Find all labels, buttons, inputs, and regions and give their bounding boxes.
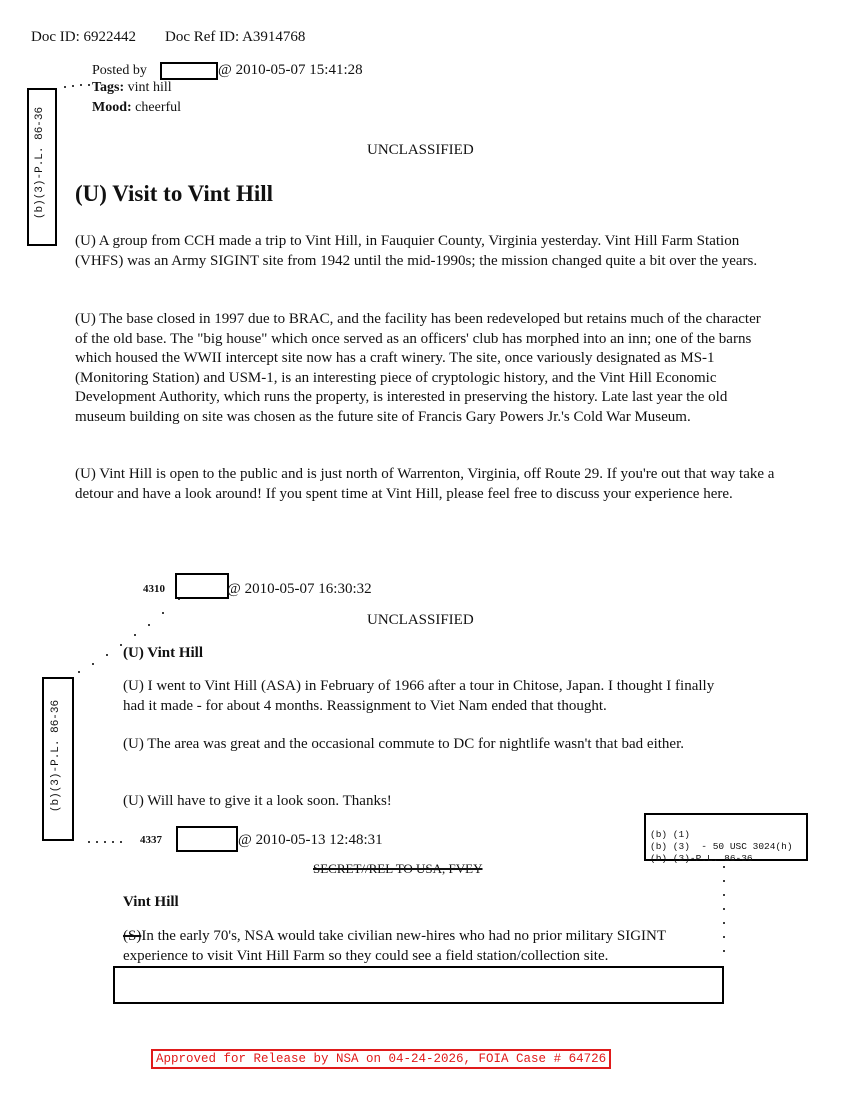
redaction-box-author xyxy=(160,62,218,80)
exemption-line-3: (b) (3)-P.L. 86-36 xyxy=(650,853,753,864)
redaction-box-commenter-2 xyxy=(176,826,238,852)
exemption-line-1: (b) (1) xyxy=(650,829,690,840)
comment-title: (U) Vint Hill xyxy=(123,645,204,661)
post-paragraph-3: (U) Vint Hill is open to the public and is just north of Warrenton, Virginia, off Route 29. If you're out that way take a detour and have a look around! If you spent time at Vint Hill, please feel free to discuss your experience here. xyxy=(75,466,775,502)
post-title: (U) Visit to Vint Hill xyxy=(75,181,274,206)
comment-2-timestamp: @ 2010-05-13 12:48:31 xyxy=(238,832,383,848)
comment-paragraph-3: (U) Will have to give it a look soon. Thanks! xyxy=(123,793,392,809)
mood-value: cheerful xyxy=(135,100,182,115)
comment-2-body: In the early 70's, NSA would take civilian new-hires who had no prior military SIGINT experience to visit Vint Hill Farm so they could see a field station/collection site. xyxy=(123,928,666,964)
exemption-label-3 xyxy=(650,817,793,877)
comment-2-classification-struck: SECRET//REL TO USA, FVEY xyxy=(313,861,483,876)
tags-label: Tags: xyxy=(92,80,125,95)
comment-classification: UNCLASSIFIED xyxy=(367,612,474,628)
comment-number: 4310 xyxy=(143,583,165,595)
exemption-line-2: (b) (3) - 50 USC 3024(h) xyxy=(650,841,793,852)
redaction-box-commenter-1 xyxy=(175,573,229,599)
comment-paragraph-1: (U) I went to Vint Hill (ASA) in February of 1966 after a tour in Chitose, Japan. I thought I finally had it made - for about 4 months. Reassignment to Viet Nam ended that thought. xyxy=(123,678,715,714)
comment-timestamp: @ 2010-05-07 16:30:32 xyxy=(227,581,372,597)
posted-by-label: Posted by xyxy=(92,63,147,78)
release-stamp: Approved for Release by NSA on 04-24-2026, FOIA Case # 64726 xyxy=(151,1049,611,1069)
comment-paragraph-2: (U) The area was great and the occasional commute to DC for nightlife wasn't that bad either. xyxy=(123,736,684,752)
comment-2-title: Vint Hill xyxy=(123,894,179,910)
exemption-label-1: (b)(3)-P.L. 86-36 xyxy=(34,106,46,220)
exemption-label-2: (b)(3)-P.L. 86-36 xyxy=(50,699,62,813)
classification-banner: UNCLASSIFIED xyxy=(367,142,474,158)
doc-id: Doc ID: 6922442 xyxy=(31,29,136,45)
post-paragraph-2: (U) The base closed in 1997 due to BRAC, and the facility has been redeveloped but retains much of the character of the old base. The "big house" which once served as an officers' club has morphed into an inn; one of the barns which housed the WWII intercept site now has a craft winery. The site, once variously designated as MS-1 (Monitoring Station) and USM-1, is an interesting piece of cryptologic history, and the Vint Hill Economic Development Authority, which runs the property, is interested in preserving the history. Late last year the old museum building on site was chosen as the future site of Francis Gary Powers Jr.'s Cold War Museum. xyxy=(75,311,761,425)
post-paragraph-1: (U) A group from CCH made a trip to Vint Hill, in Fauquier County, Virginia yesterday. Vint Hill Farm Station (VHFS) was an Army SIGINT site from 1942 until the mid-1990s; the mission changed quite a bit over the years. xyxy=(75,233,758,269)
mood-label: Mood: xyxy=(92,100,132,115)
comment-2-number: 4337 xyxy=(140,834,162,846)
doc-ref-id: Doc Ref ID: A3914768 xyxy=(165,29,306,45)
redaction-box-large xyxy=(113,966,724,1004)
tags-value: vint hill xyxy=(127,80,172,95)
struck-marking: (S) xyxy=(123,928,142,944)
post-timestamp: @ 2010-05-07 15:41:28 xyxy=(218,62,363,78)
